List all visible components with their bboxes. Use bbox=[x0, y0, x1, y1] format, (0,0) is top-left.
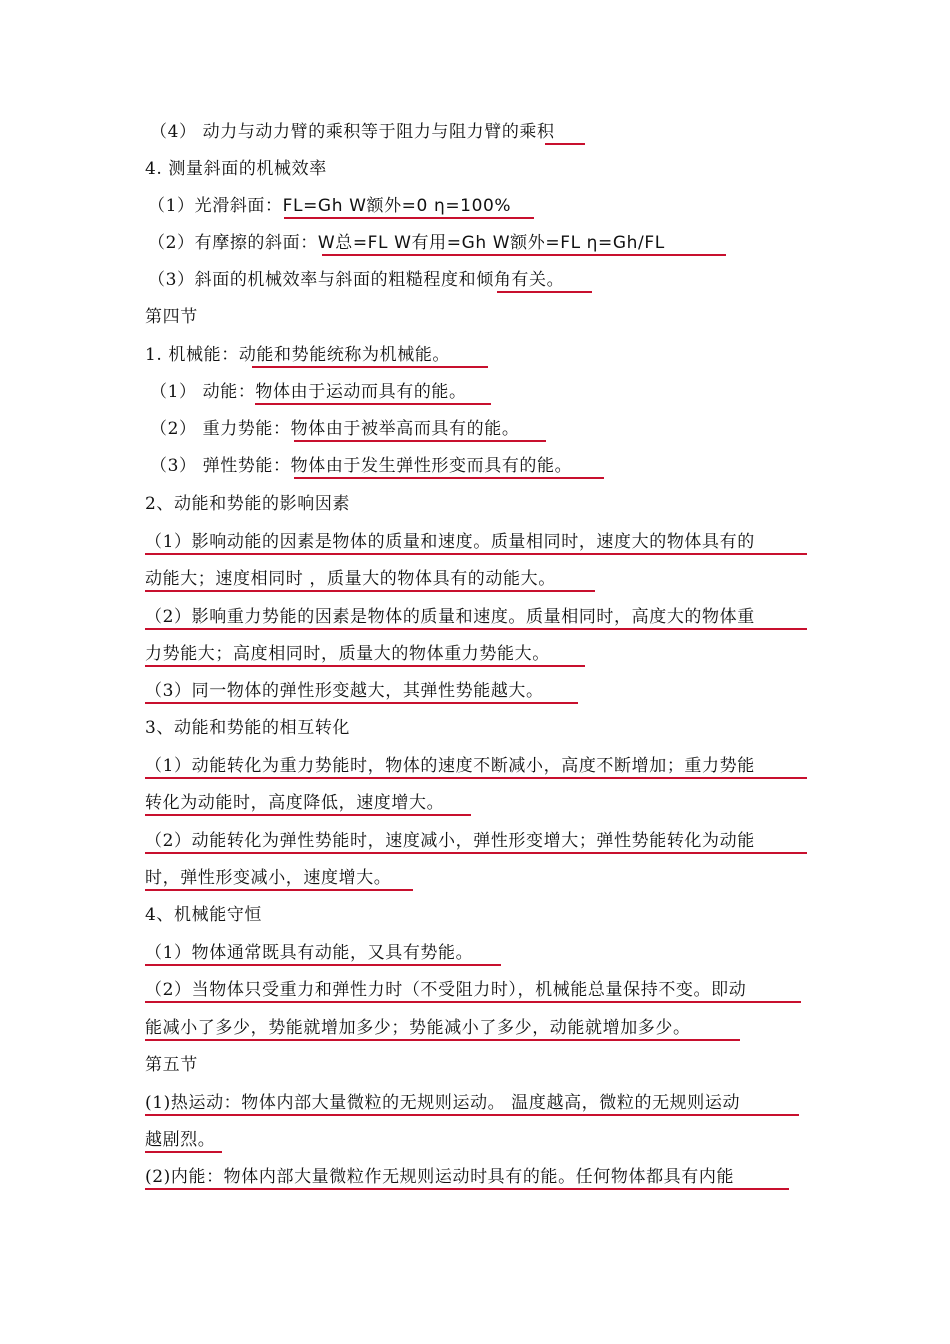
text-line-elastic-factors: （3）同一物体的弹性形变越大，其弹性势能越大。 bbox=[145, 681, 544, 701]
section-heading-4: 第四节 bbox=[145, 307, 198, 327]
underline bbox=[145, 889, 413, 891]
text-line-gravitational-energy: （2） 重力势能：物体由于被举高而具有的能。 bbox=[150, 419, 520, 439]
underline bbox=[145, 628, 807, 630]
underline bbox=[145, 665, 585, 667]
underline bbox=[322, 254, 726, 256]
section-heading-5: 第五节 bbox=[145, 1055, 198, 1075]
underline bbox=[294, 477, 604, 479]
text-line-conversion-2b: 时，弹性形变减小，速度增大。 bbox=[145, 868, 392, 888]
text-line-smooth-incline: （1）光滑斜面：FL=Gh W额外=0 η=100% bbox=[148, 196, 512, 216]
heading-energy-conversion: 3、动能和势能的相互转化 bbox=[145, 718, 351, 738]
text-line-gravity-factors-2: 力势能大；高度相同时，质量大的物体重力势能大。 bbox=[145, 644, 550, 664]
text-line-incline-factors: （3）斜面的机械效率与斜面的粗糙程度和倾角有关。 bbox=[148, 270, 565, 290]
text-line-mechanical-energy: 1. 机械能：动能和势能统称为机械能。 bbox=[145, 345, 451, 365]
text-line-thermal-motion-a: (1)热运动：物体内部大量微粒的无规则运动。 温度越高，微粒的无规则运动 bbox=[145, 1093, 741, 1113]
underline bbox=[252, 366, 488, 368]
underline bbox=[145, 1188, 789, 1190]
heading-energy-conservation: 4、机械能守恒 bbox=[145, 905, 263, 925]
text-line-conservation-2b: 能减小了多少，势能就增加多少；势能减小了多少，动能就增加多少。 bbox=[145, 1018, 691, 1038]
underline bbox=[145, 1114, 799, 1116]
text-line-thermal-motion-b: 越剧烈。 bbox=[145, 1130, 216, 1150]
text-line-gravity-factors-1: （2）影响重力势能的因素是物体的质量和速度。质量相同时，高度大的物体重 bbox=[145, 607, 755, 627]
text-line-elastic-energy: （3） 弹性势能：物体由于发生弹性形变而具有的能。 bbox=[150, 456, 573, 476]
underline bbox=[145, 777, 807, 779]
underline bbox=[145, 553, 807, 555]
underline bbox=[145, 964, 501, 966]
underline bbox=[145, 1039, 740, 1041]
text-line-friction-incline: （2）有摩擦的斜面：W总=FL W有用=Gh W额外=FL η=Gh/FL bbox=[148, 233, 665, 253]
heading-incline-efficiency: 4. 测量斜面的机械效率 bbox=[145, 159, 327, 179]
text-line-lever-rule: （4） 动力与动力臂的乘积等于阻力与阻力臂的乘积 bbox=[150, 122, 555, 142]
text-line-conversion-1a: （1）动能转化为重力势能时，物体的速度不断减小，高度不断增加；重力势能 bbox=[145, 756, 755, 776]
underline bbox=[145, 1151, 222, 1153]
text-line-kinetic-energy: （1） 动能：物体由于运动而具有的能。 bbox=[150, 382, 467, 402]
underline bbox=[145, 702, 578, 704]
underline bbox=[294, 440, 546, 442]
underline bbox=[145, 590, 595, 592]
underline bbox=[497, 291, 592, 293]
underline bbox=[545, 143, 585, 145]
heading-energy-factors: 2、动能和势能的影响因素 bbox=[145, 494, 351, 514]
text-line-kinetic-factors-2: 动能大；速度相同时 ，质量大的物体具有的动能大。 bbox=[145, 569, 556, 589]
underline bbox=[284, 217, 534, 219]
text-line-conservation-1: （1）物体通常既具有动能，又具有势能。 bbox=[145, 943, 474, 963]
underline bbox=[255, 403, 491, 405]
underline bbox=[145, 1001, 801, 1003]
underline bbox=[145, 814, 471, 816]
text-line-conversion-2a: （2）动能转化为弹性势能时，速度减小，弹性形变增大；弹性势能转化为动能 bbox=[145, 831, 755, 851]
underline bbox=[145, 852, 807, 854]
text-line-conversion-1b: 转化为动能时，高度降低，速度增大。 bbox=[145, 793, 445, 813]
text-line-internal-energy: (2)内能：物体内部大量微粒作无规则运动时具有的能。任何物体都具有内能 bbox=[145, 1167, 735, 1187]
text-line-conservation-2a: （2）当物体只受重力和弹性力时（不受阻力时），机械能总量保持不变。即动 bbox=[145, 980, 747, 1000]
text-line-kinetic-factors-1: （1）影响动能的因素是物体的质量和速度。质量相同时，速度大的物体具有的 bbox=[145, 532, 755, 552]
